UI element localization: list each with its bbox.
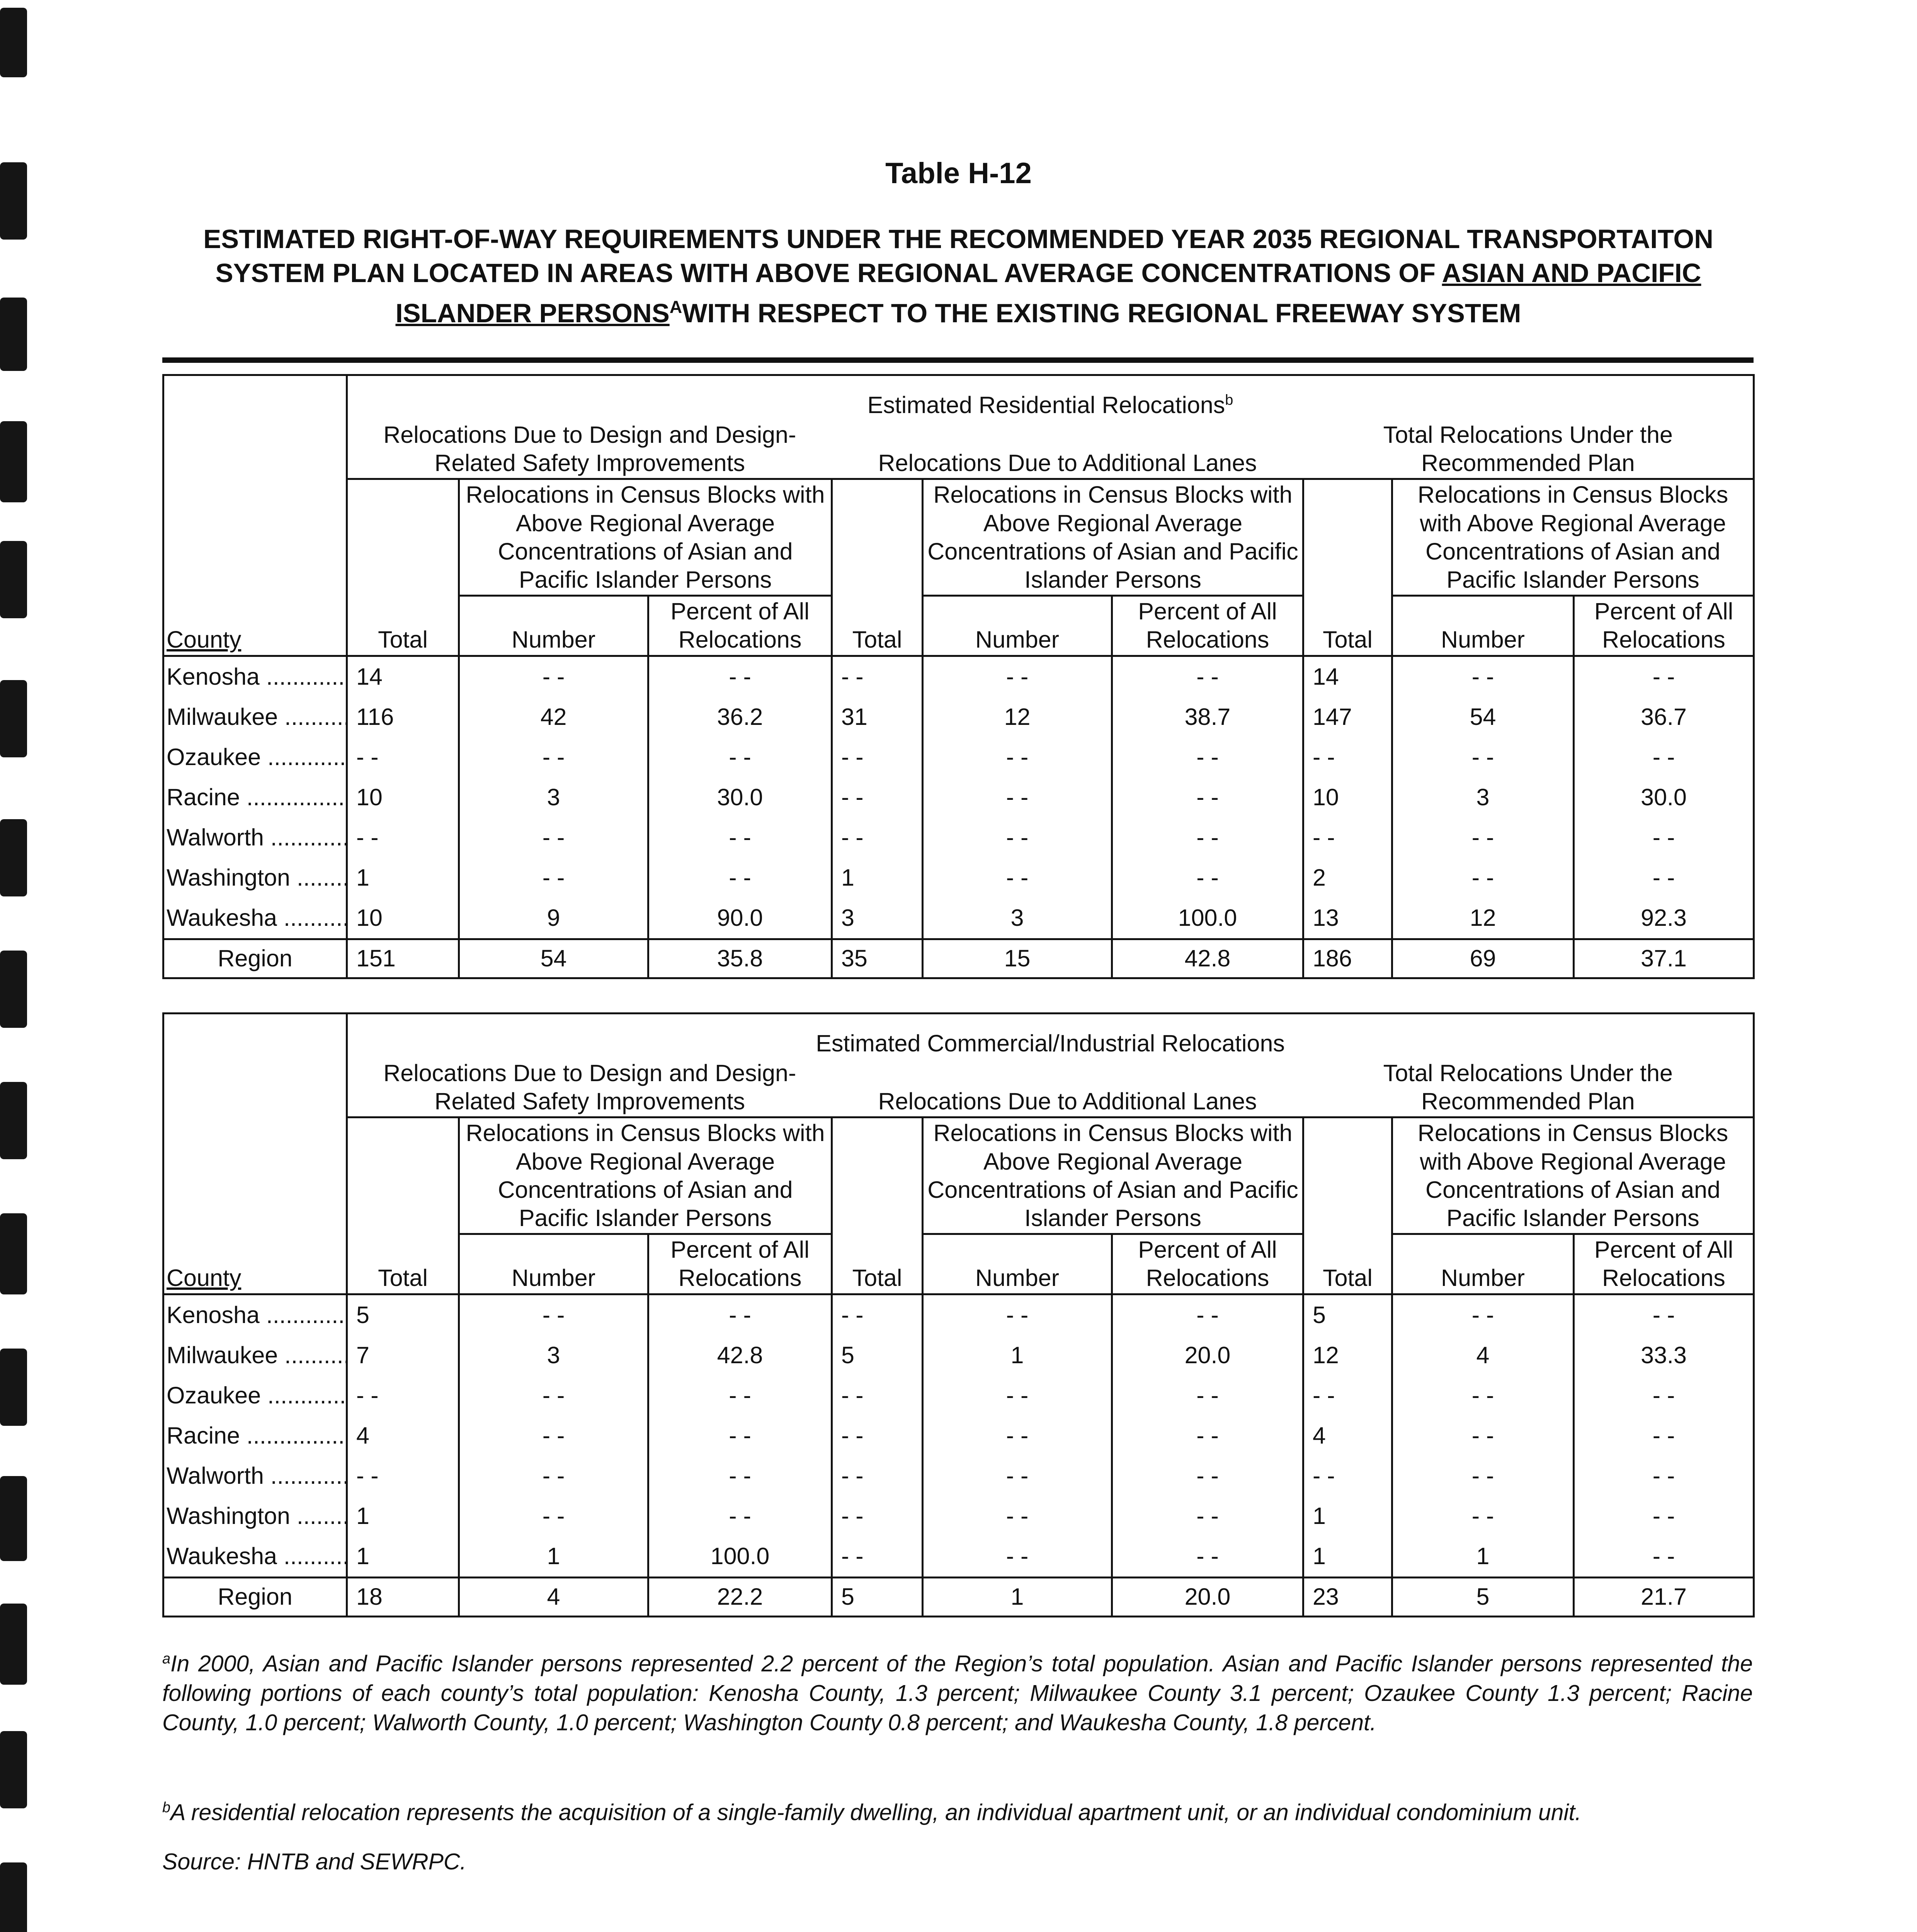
percent-cell: - - [1574, 818, 1754, 858]
number-cell: - - [923, 858, 1112, 898]
percent-cell: - - [1112, 1416, 1303, 1456]
percent-cell: 42.8 [648, 1335, 832, 1376]
total-cell: 3 [832, 898, 923, 939]
county-name: Kenosha ..... [163, 656, 347, 697]
total-cell: - - [832, 1416, 923, 1456]
number-cell: - - [1392, 656, 1574, 697]
table-row [163, 1376, 1754, 1416]
number-cell: 1 [923, 1577, 1112, 1616]
total-cell: 14 [347, 656, 459, 697]
number-cell: - - [1392, 1496, 1574, 1536]
heading-rule [162, 357, 1754, 363]
percent-cell: - - [648, 1496, 832, 1536]
table-row [163, 1294, 1754, 1335]
number-cell: 1 [459, 1536, 648, 1578]
number-cell: - - [1392, 858, 1574, 898]
table-row [163, 1456, 1754, 1496]
total-cell: 10 [347, 898, 459, 939]
number-cell: 1 [923, 1335, 1112, 1376]
county-name: Waukesha ..... [163, 898, 347, 939]
percent-cell: - - [1112, 1496, 1303, 1536]
percent-cell: - - [1112, 1294, 1303, 1335]
table-row [163, 697, 1754, 737]
total-header: Total [347, 479, 459, 656]
number-cell: 3 [923, 898, 1112, 939]
number-cell: - - [1392, 1376, 1574, 1416]
total-cell: - - [1303, 1456, 1392, 1496]
percent-cell: 37.1 [1574, 939, 1754, 978]
total-cell: 4 [347, 1416, 459, 1456]
percent-cell: - - [648, 858, 832, 898]
number-header: Number [923, 1234, 1112, 1294]
residential-relocations-table [162, 374, 1755, 979]
percent-cell: - - [1112, 1376, 1303, 1416]
number-cell: 54 [459, 939, 648, 978]
total-cell: - - [347, 1376, 459, 1416]
total-cell: - - [832, 1496, 923, 1536]
percent-cell: - - [1574, 858, 1754, 898]
percent-cell: 21.7 [1574, 1577, 1754, 1616]
total-plan-header: Total Relocations Under the Recommended Plan [1303, 1058, 1754, 1117]
total-cell: - - [347, 818, 459, 858]
percent-header: Percent of All Relocations [1112, 596, 1303, 656]
percent-cell: - - [1112, 1456, 1303, 1496]
number-cell: - - [459, 858, 648, 898]
number-cell: 54 [1392, 697, 1574, 737]
percent-cell: - - [648, 656, 832, 697]
total-cell: - - [832, 1294, 923, 1335]
number-cell: - - [1392, 1456, 1574, 1496]
percent-cell: 33.3 [1574, 1335, 1754, 1376]
table-row [163, 858, 1754, 898]
percent-cell: 100.0 [648, 1536, 832, 1578]
number-cell: - - [1392, 818, 1574, 858]
total-cell: - - [832, 1536, 923, 1578]
number-cell: - - [923, 818, 1112, 858]
percent-cell: - - [648, 1376, 832, 1416]
percent-header: Percent of All Relocations [1112, 1234, 1303, 1294]
total-header: Total [832, 1117, 923, 1294]
total-cell: 1 [347, 858, 459, 898]
total-cell: 151 [347, 939, 459, 978]
percent-cell: - - [648, 818, 832, 858]
total-cell: 4 [1303, 1416, 1392, 1456]
number-header: Number [1392, 1234, 1574, 1294]
number-cell: 3 [1392, 777, 1574, 818]
county-name: Waukesha ..... [163, 1536, 347, 1578]
region-total-row [163, 939, 1754, 978]
additional-header: Relocations Due to Additional Lanes [832, 420, 1303, 479]
percent-cell: 20.0 [1112, 1335, 1303, 1376]
total-cell: - - [832, 777, 923, 818]
percent-cell: - - [1112, 656, 1303, 697]
county-name: Ozaukee ..... [163, 1376, 347, 1416]
table-row [163, 1335, 1754, 1376]
total-cell: 147 [1303, 697, 1392, 737]
number-cell: 15 [923, 939, 1112, 978]
footnote-b: $^b$A residential relocation represents the acquisition of a single-family dwelling, an individual apartment unit, or an individual condominium unit. [162, 1799, 1582, 1825]
percent-cell: - - [1574, 1496, 1754, 1536]
total-cell: - - [1303, 1376, 1392, 1416]
number-header: Number [459, 1234, 648, 1294]
census-header: Relocations in Census Blocks with Above Regional Average Concentrations of Asian and Pacific Islander Persons [923, 1117, 1303, 1234]
county-name: Ozaukee ..... [163, 737, 347, 777]
total-cell: 1 [832, 858, 923, 898]
number-cell: 12 [923, 697, 1112, 737]
total-cell: - - [832, 1376, 923, 1416]
total-cell: - - [832, 818, 923, 858]
total-cell: 186 [1303, 939, 1392, 978]
number-cell: - - [459, 737, 648, 777]
number-cell: - - [923, 656, 1112, 697]
heading-text-underlined: ASIAN AND PACIFIC ISLANDER PERSONS [395, 258, 1701, 328]
county-name: Walworth ..... [163, 1456, 347, 1496]
census-header: Relocations in Census Blocks with Above Regional Average Concentrations of Asian and Pacific Islander Persons [459, 1117, 832, 1234]
census-header: Relocations in Census Blocks with Above Regional Average Concentrations of Asian and Pacific Islander Persons [923, 479, 1303, 596]
total-cell: 31 [832, 697, 923, 737]
number-cell: - - [923, 1416, 1112, 1456]
percent-cell: 36.7 [1574, 697, 1754, 737]
total-cell: - - [1303, 818, 1392, 858]
total-cell: 5 [832, 1335, 923, 1376]
percent-cell: 42.8 [1112, 939, 1303, 978]
percent-header: Percent of All Relocations [648, 1234, 832, 1294]
percent-header: Percent of All Relocations [648, 596, 832, 656]
county-name: Region [163, 939, 347, 978]
census-header: Relocations in Census Blocks with Above Regional Average Concentrations of Asian and Pacific Islander Persons [1392, 1117, 1754, 1234]
region-total-row [163, 1577, 1754, 1616]
total-cell: - - [832, 737, 923, 777]
percent-cell: - - [1574, 1536, 1754, 1578]
total-cell: 2 [1303, 858, 1392, 898]
number-cell: - - [923, 1536, 1112, 1578]
total-cell: 1 [347, 1536, 459, 1578]
county-name: Racine ..... [163, 1416, 347, 1456]
number-cell: - - [923, 737, 1112, 777]
total-cell: 14 [1303, 656, 1392, 697]
total-cell: 116 [347, 697, 459, 737]
number-cell: - - [923, 1456, 1112, 1496]
percent-header: Percent of All Relocations [1574, 1234, 1754, 1294]
total-header: Total [1303, 479, 1392, 656]
total-cell: - - [832, 1456, 923, 1496]
footnote-a-marker: A [669, 297, 682, 317]
source-note: Source: HNTB and SEWRPC. [162, 1849, 466, 1874]
percent-cell: - - [648, 1294, 832, 1335]
table-row [163, 898, 1754, 939]
county-name: Washington ..... [163, 858, 347, 898]
number-cell: 5 [1392, 1577, 1574, 1616]
table-heading [162, 222, 1754, 330]
heading-text-post: WITH RESPECT TO THE EXISTING REGIONAL FREEWAY SYSTEM [682, 298, 1521, 328]
number-cell: 4 [459, 1577, 648, 1616]
number-header: Number [923, 596, 1112, 656]
percent-cell: - - [1112, 1536, 1303, 1578]
number-cell: 42 [459, 697, 648, 737]
total-header: Total [347, 1117, 459, 1294]
number-header: Number [1392, 596, 1574, 656]
number-cell: - - [1392, 1416, 1574, 1456]
table-row [163, 1416, 1754, 1456]
total-plan-header: Total Relocations Under the Recommended Plan [1303, 420, 1754, 479]
percent-cell: - - [648, 1416, 832, 1456]
number-cell: 3 [459, 1335, 648, 1376]
number-cell: 69 [1392, 939, 1574, 978]
total-cell: 23 [1303, 1577, 1392, 1616]
percent-cell: - - [1574, 1294, 1754, 1335]
percent-cell: - - [1574, 1456, 1754, 1496]
number-cell: 1 [1392, 1536, 1574, 1578]
total-cell: 1 [347, 1496, 459, 1536]
number-cell: - - [459, 1456, 648, 1496]
number-cell: 3 [459, 777, 648, 818]
percent-cell: - - [1574, 1376, 1754, 1416]
total-cell: 5 [832, 1577, 923, 1616]
number-header: Number [459, 596, 648, 656]
total-cell: 10 [1303, 777, 1392, 818]
commercial-relocations-table [162, 1012, 1755, 1617]
heading-text-pre: ESTIMATED RIGHT-OF-WAY REQUIREMENTS UNDER THE RECOMMENDED YEAR 2035 REGIONAL TRANSPORTAITON SYSTEM PLAN LOCATED IN AREAS WITH ABOVE REGIONAL AVERAGE CONCENTRATIONS OF [203, 224, 1713, 288]
county-header: County [167, 626, 242, 653]
number-cell: - - [1392, 1294, 1574, 1335]
number-cell: - - [459, 1294, 648, 1335]
number-cell: 12 [1392, 898, 1574, 939]
county-name: Racine ..... [163, 777, 347, 818]
number-cell: - - [459, 1496, 648, 1536]
census-header: Relocations in Census Blocks with Above Regional Average Concentrations of Asian and Pacific Islander Persons [1392, 479, 1754, 596]
design-header: Relocations Due to Design and Design-Related Safety Improvements [347, 1058, 832, 1117]
table-row [163, 737, 1754, 777]
number-cell: - - [459, 1416, 648, 1456]
total-cell: - - [832, 656, 923, 697]
percent-cell: - - [1112, 818, 1303, 858]
residential-title: Estimated Residential Relocations$^b$ [347, 375, 1754, 420]
number-cell: 9 [459, 898, 648, 939]
percent-cell: 36.2 [648, 697, 832, 737]
table-row [163, 1496, 1754, 1536]
total-cell: - - [1303, 737, 1392, 777]
number-cell: - - [923, 1496, 1112, 1536]
county-name: Milwaukee ..... [163, 1335, 347, 1376]
total-cell: - - [347, 1456, 459, 1496]
total-cell: 5 [347, 1294, 459, 1335]
percent-cell: - - [1112, 777, 1303, 818]
total-cell: - - [347, 737, 459, 777]
county-header: County [167, 1265, 242, 1291]
percent-cell: - - [648, 1456, 832, 1496]
number-cell: - - [459, 1376, 648, 1416]
additional-header: Relocations Due to Additional Lanes [832, 1058, 1303, 1117]
table-row [163, 818, 1754, 858]
total-cell: 5 [1303, 1294, 1392, 1335]
number-cell: - - [1392, 737, 1574, 777]
total-cell: 13 [1303, 898, 1392, 939]
number-cell: - - [923, 777, 1112, 818]
percent-header: Percent of All Relocations [1574, 596, 1754, 656]
design-header: Relocations Due to Design and Design-Related Safety Improvements [347, 420, 832, 479]
percent-cell: - - [1574, 1416, 1754, 1456]
number-cell: 4 [1392, 1335, 1574, 1376]
county-name: Kenosha ..... [163, 1294, 347, 1335]
total-cell: 1 [1303, 1496, 1392, 1536]
percent-cell: 92.3 [1574, 898, 1754, 939]
total-cell: 18 [347, 1577, 459, 1616]
table-row [163, 777, 1754, 818]
total-cell: 12 [1303, 1335, 1392, 1376]
percent-cell: 22.2 [648, 1577, 832, 1616]
percent-cell: 90.0 [648, 898, 832, 939]
percent-cell: - - [1574, 737, 1754, 777]
total-header: Total [1303, 1117, 1392, 1294]
number-cell: - - [923, 1376, 1112, 1416]
percent-cell: 35.8 [648, 939, 832, 978]
county-name: Region [163, 1577, 347, 1616]
percent-cell: - - [648, 737, 832, 777]
commercial-title: Estimated Commercial/Industrial Relocations [347, 1014, 1754, 1059]
number-cell: - - [459, 656, 648, 697]
footnote-a: $^a$In 2000, Asian and Pacific Islander persons represented 2.2 percent of the Region’s total population. Asian and Pacific Islander persons represented the following portions of each county’s total population: Kenosha County, 1.3 percent; Milwaukee County 3.1 percent; Ozaukee County 1.3 percent; Racine County, 1.0 percent; Walworth County, 1.0 percent; Washington County 0.8 percent; and Waukesha County, 1.8 percent. [162, 1651, 1753, 1735]
percent-cell: - - [1112, 858, 1303, 898]
percent-cell: 30.0 [1574, 777, 1754, 818]
number-cell: - - [459, 818, 648, 858]
percent-cell: - - [1574, 656, 1754, 697]
percent-cell: 20.0 [1112, 1577, 1303, 1616]
total-cell: 35 [832, 939, 923, 978]
total-cell: 7 [347, 1335, 459, 1376]
percent-cell: 38.7 [1112, 697, 1303, 737]
percent-cell: - - [1112, 737, 1303, 777]
total-cell: 10 [347, 777, 459, 818]
county-name: Washington ..... [163, 1496, 347, 1536]
table-label: Table H-12 [885, 157, 1032, 190]
percent-cell: 30.0 [648, 777, 832, 818]
county-name: Walworth ..... [163, 818, 347, 858]
table-row [163, 1536, 1754, 1578]
total-header: Total [832, 479, 923, 656]
county-name: Milwaukee ..... [163, 697, 347, 737]
table-row [163, 656, 1754, 697]
total-cell: 1 [1303, 1536, 1392, 1578]
number-cell: - - [923, 1294, 1112, 1335]
census-header: Relocations in Census Blocks with Above Regional Average Concentrations of Asian and Pacific Islander Persons [459, 479, 832, 596]
percent-cell: 100.0 [1112, 898, 1303, 939]
